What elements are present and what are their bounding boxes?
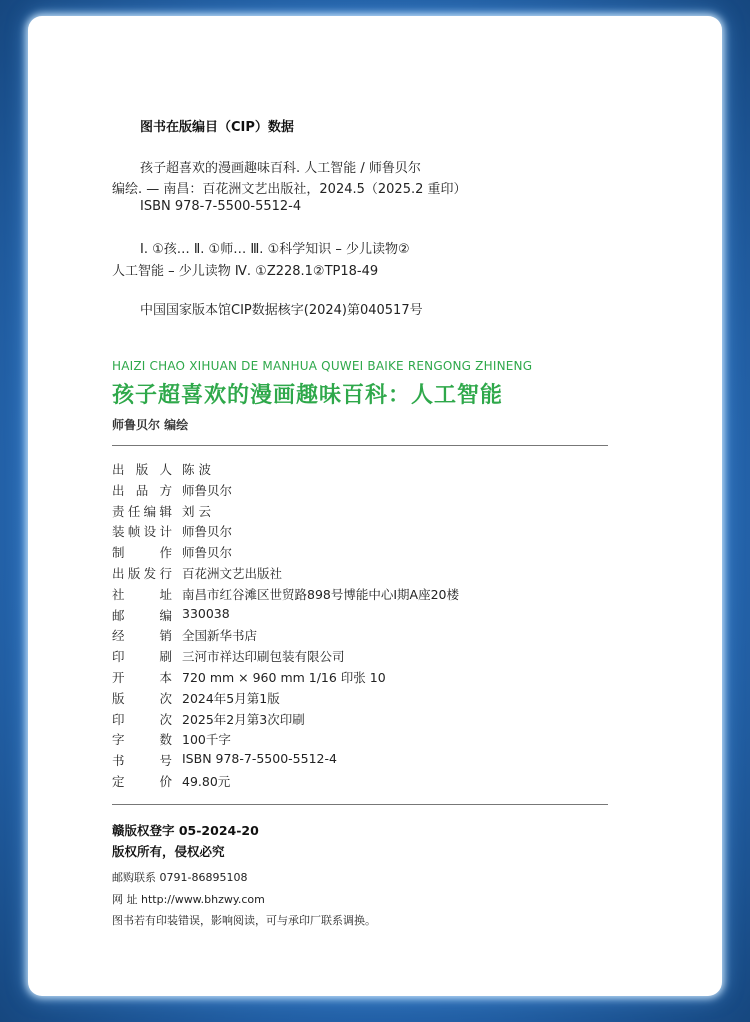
- detail-label: 经销: [112, 628, 172, 644]
- cip-line-2: 编绘. — 南昌：百花洲文艺出版社，2024.5（2025.2 重印）: [112, 182, 467, 197]
- divider-bottom: [112, 804, 608, 805]
- detail-label: 责任编辑: [112, 503, 172, 519]
- detail-label: 书号: [112, 753, 172, 769]
- detail-value: 师鲁贝尔: [182, 524, 233, 540]
- cip-number: 中国国家版本馆CIP数据核字(2024)第040517号: [140, 303, 423, 318]
- detail-value: 49.80元: [182, 774, 231, 789]
- detail-value: 师鲁贝尔: [182, 545, 233, 561]
- divider-top: [112, 445, 608, 446]
- detail-value: 全国新华书店: [182, 628, 258, 644]
- cip-line-1: 孩子超喜欢的漫画趣味百科. 人工智能 / 师鲁贝尔: [140, 161, 421, 176]
- copyright-page: [28, 16, 722, 996]
- detail-label: 定价: [112, 774, 172, 789]
- detail-label: 制作: [112, 545, 172, 561]
- detail-label: 邮编: [112, 607, 172, 623]
- detail-label: 印次: [112, 711, 172, 727]
- detail-value: 刘 云: [182, 503, 211, 519]
- cip-heading: 图书在版编目（CIP）数据: [140, 120, 294, 135]
- detail-value: 2025年2月第3次印刷: [182, 711, 305, 727]
- detail-value: 330038: [182, 605, 230, 621]
- website: 网 址 http://www.bhzwy.com: [112, 893, 265, 906]
- detail-label: 社址: [112, 586, 172, 602]
- detail-label: 出品方: [112, 482, 172, 498]
- cip-line-3: ISBN 978-7-5500-5512-4: [140, 199, 302, 214]
- cip-line-5: 人工智能 – 少儿读物 Ⅳ. ①Z228.1②TP18-49: [112, 264, 379, 279]
- book-title-pinyin: HAIZI CHAO XIHUAN DE MANHUA QUWEI BAIKE RENGONG ZHINENG: [112, 359, 533, 373]
- detail-value: 2024年5月第1版: [182, 690, 280, 706]
- detail-label: 装帧设计: [112, 524, 172, 540]
- rights-reserved: 版权所有，侵权必究: [112, 844, 225, 859]
- detail-label: 印刷: [112, 649, 172, 665]
- detail-label: 出版发行: [112, 566, 172, 581]
- detail-label: 出版人: [112, 462, 172, 477]
- detail-label: 开本: [112, 670, 172, 685]
- mail-order-contact: 邮购联系 0791-86895108: [112, 871, 248, 884]
- book-title: 孩子超喜欢的漫画趣味百科：人工智能: [112, 383, 504, 408]
- book-author: 师鲁贝尔 编绘: [112, 418, 189, 432]
- cip-line-4: Ⅰ. ①孩… Ⅱ. ①师… Ⅲ. ①科学知识 – 少儿读物②: [140, 242, 410, 257]
- copyright-registration: 赣版权登字 05-2024-20: [112, 823, 259, 838]
- detail-label: 版次: [112, 690, 172, 706]
- detail-value: 陈 波: [182, 462, 211, 477]
- detail-value: ISBN 978-7-5500-5512-4: [182, 751, 337, 767]
- detail-label: 字数: [112, 732, 172, 748]
- detail-value: 三河市祥达印刷包装有限公司: [182, 649, 345, 665]
- detail-value: 百花洲文艺出版社: [182, 566, 283, 581]
- detail-value: 100千字: [182, 732, 231, 748]
- detail-value: 南昌市红谷滩区世贸路898号博能中心Ⅰ期A座20楼: [182, 586, 460, 602]
- print-error-notice: 图书若有印装错误，影响阅读，可与承印厂联系调换。: [112, 914, 376, 927]
- detail-value: 师鲁贝尔: [182, 482, 233, 498]
- detail-value: 720 mm × 960 mm 1/16 印张 10: [182, 670, 386, 685]
